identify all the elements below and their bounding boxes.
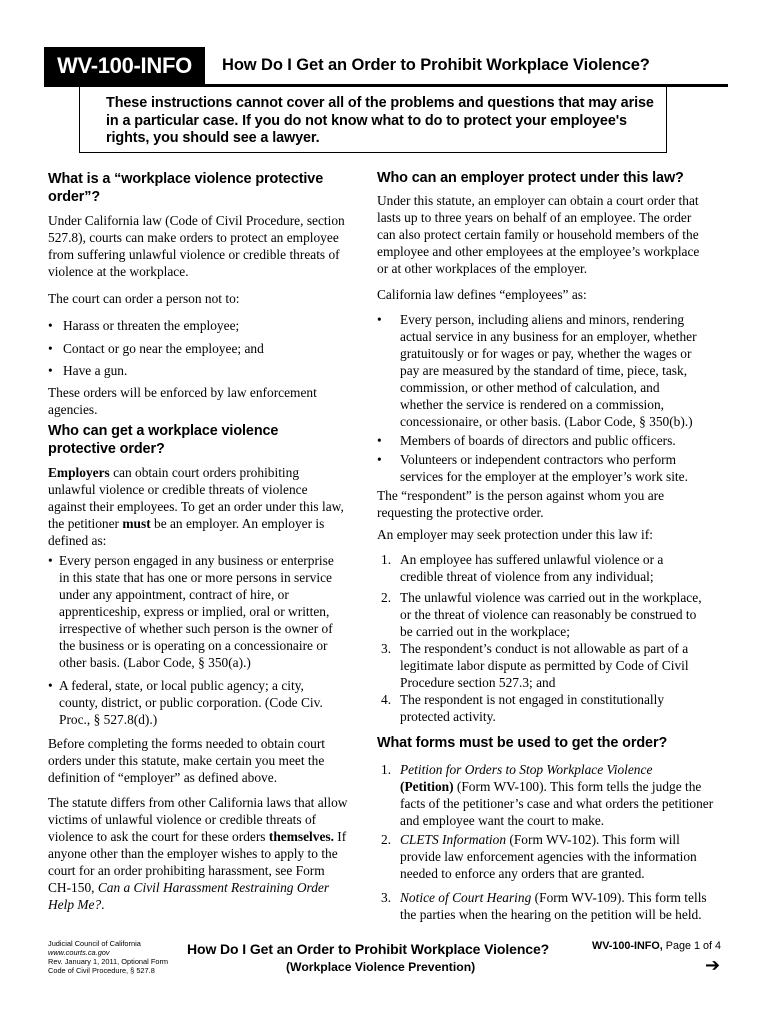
footer-page-number: WV-100-INFO, Page 1 of 4	[592, 940, 722, 952]
notice-text: These instructions cannot cover all of the problems and questions that may arise in a particular case. If you do not know what to do to protect your employee's rights, you should see a lawyer.	[106, 95, 654, 146]
bullet-gun: Have a gun.	[63, 363, 128, 378]
bullet-marker: •	[48, 363, 53, 378]
heading-who-can-get: Who can get a workplace violence protective order?	[48, 423, 279, 457]
bullet-marker: •	[48, 553, 53, 568]
form-item-notice: Notice of Court Hearing (Form WV-109). This form tells the parties when the hearing on the petition will be held.	[400, 890, 707, 922]
form-id-badge: WV-100-INFO	[44, 47, 205, 85]
list-number: 3.	[381, 641, 392, 656]
bullet-members-boards: Members of boards of directors and public officers.	[400, 433, 676, 448]
list-number: 2.	[381, 590, 392, 605]
page-title: How Do I Get an Order to Prohibit Workplace Violence?	[222, 56, 650, 74]
paragraph-respondent: The “respondent” is the person against whom you are requesting the protective order.	[377, 488, 665, 520]
list-number: 1.	[381, 762, 392, 777]
list-number: 3.	[381, 890, 392, 905]
footer-source-info: Judicial Council of California www.courts.ca.gov Rev. January 1, 2011, Optional Form Code of Civil Procedure, § 527.8	[48, 939, 169, 975]
paragraph-may-seek: An employer may seek protection under this law if:	[377, 527, 653, 542]
bullet-marker: •	[377, 433, 382, 448]
paragraph-statute-differs: The statute differs from other California laws that allow victims of unlawful violence or credible threats of violence to ask the court for these orders themselves. If anyone other than the employer wishes to apply to the court for an order prohibiting harassment, see Form CH-150, Can a Civil Harassment Restraining Order Help Me?.	[48, 795, 348, 912]
bullet-contact: Contact or go near the employee; and	[63, 341, 264, 356]
list-number: 2.	[381, 832, 392, 847]
form-item-clets: CLETS Information (Form WV-102). This form will provide law enforcement agencies with the information needed to enforce any orders that are granted.	[400, 832, 697, 881]
paragraph-before-completing: Before completing the forms needed to obtain court orders under this statute, make certain you meet the definition of “employer” as defined above.	[48, 736, 326, 785]
footer-title: How Do I Get an Order to Prohibit Workplace Violence?	[187, 941, 550, 957]
bullet-marker: •	[48, 678, 53, 693]
paragraph-enforced: These orders will be enforced by law enforcement agencies.	[48, 385, 317, 417]
bullet-marker: •	[377, 452, 382, 467]
paragraph-under-this-statute: Under this statute, an employer can obtain a court order that lasts up to three years on behalf of an employee. The order can also protect certain family or household members of the employee and other employees at the employee’s workplace or at other workplaces of the employer.	[377, 193, 700, 276]
heading-what-forms: What forms must be used to get the order?	[377, 735, 668, 751]
condition-item-3: The respondent’s conduct is not allowable as part of a legitimate labor dispute as permitted by Code of Civil Procedure section 527.3; and	[400, 641, 689, 690]
condition-item-4: The respondent is not engaged in constitutionally protected activity.	[400, 692, 665, 724]
bullet-marker: •	[48, 341, 53, 356]
bullet-marker: •	[377, 312, 382, 327]
paragraph-employees-defined: California law defines “employees” as:	[377, 287, 587, 302]
list-number: 4.	[381, 692, 392, 707]
paragraph-court-can-order: The court can order a person not to:	[48, 291, 240, 306]
bullet-every-person: Every person engaged in any business or enterprise in this state that has one or more persons in service under any appointment, contract of hire, or apprenticeship, express or implied, oral or written, irrespective of whether such person is the owner of the business or is operating on a concessionaire or other basis. (Labor Code, § 350(a).)	[59, 553, 334, 670]
heading-what-is-order: What is a “workplace violence protective order”?	[48, 171, 324, 205]
paragraph-california-law: Under California law (Code of Civil Procedure, section 527.8), courts can make orders to protect an employee from suffering unlawful violence or credible threats of violence at the workplace.	[48, 213, 345, 279]
bullet-every-person-employee: Every person, including aliens and minors, rendering actual service in any business for an employer, whether gratuitously or for wages or pay, whether the wages or pay are measured by the standard of time, piece, task, commission, or other method of calculation, and whether the service is rendered on a commission, concessionaire, or other basis. (Labor Code, § 350(b).)	[400, 312, 697, 429]
bullet-marker: •	[48, 318, 53, 333]
heading-who-can-employer-protect: Who can an employer protect under this law?	[377, 170, 684, 186]
footer-subtitle: (Workplace Violence Prevention)	[286, 960, 476, 974]
paragraph-employers: Employers can obtain court orders prohibiting unlawful violence or credible threats of violence against their employees. To get an order under this law, the petitioner must be an employer. An employer is defined as:	[48, 465, 344, 548]
next-page-arrow-icon[interactable]: ➔	[705, 955, 721, 976]
condition-item-2: The unlawful violence was carried out in the workplace, or the threat of violence can reasonably be construed to be carried out in the workplace;	[400, 590, 702, 639]
form-item-petition: Petition for Orders to Stop Workplace Violence (Petition) (Form WV-100). This form tells the judge the facts of the petitioner’s case and what orders the petitioner and employee want the court to make.	[400, 762, 714, 828]
bullet-public-agency: A federal, state, or local public agency; a city, county, district, or public corporation. (Code Civ. Proc., § 527.8(d).)	[59, 678, 323, 727]
bullet-volunteers: Volunteers or independent contractors who perform services for the employer at the employer’s work site.	[400, 452, 688, 484]
condition-item-1: An employee has suffered unlawful violence or a credible threat of violence from any individual;	[400, 552, 664, 584]
list-number: 1.	[381, 552, 392, 567]
bullet-harass: Harass or threaten the employee;	[63, 318, 240, 333]
